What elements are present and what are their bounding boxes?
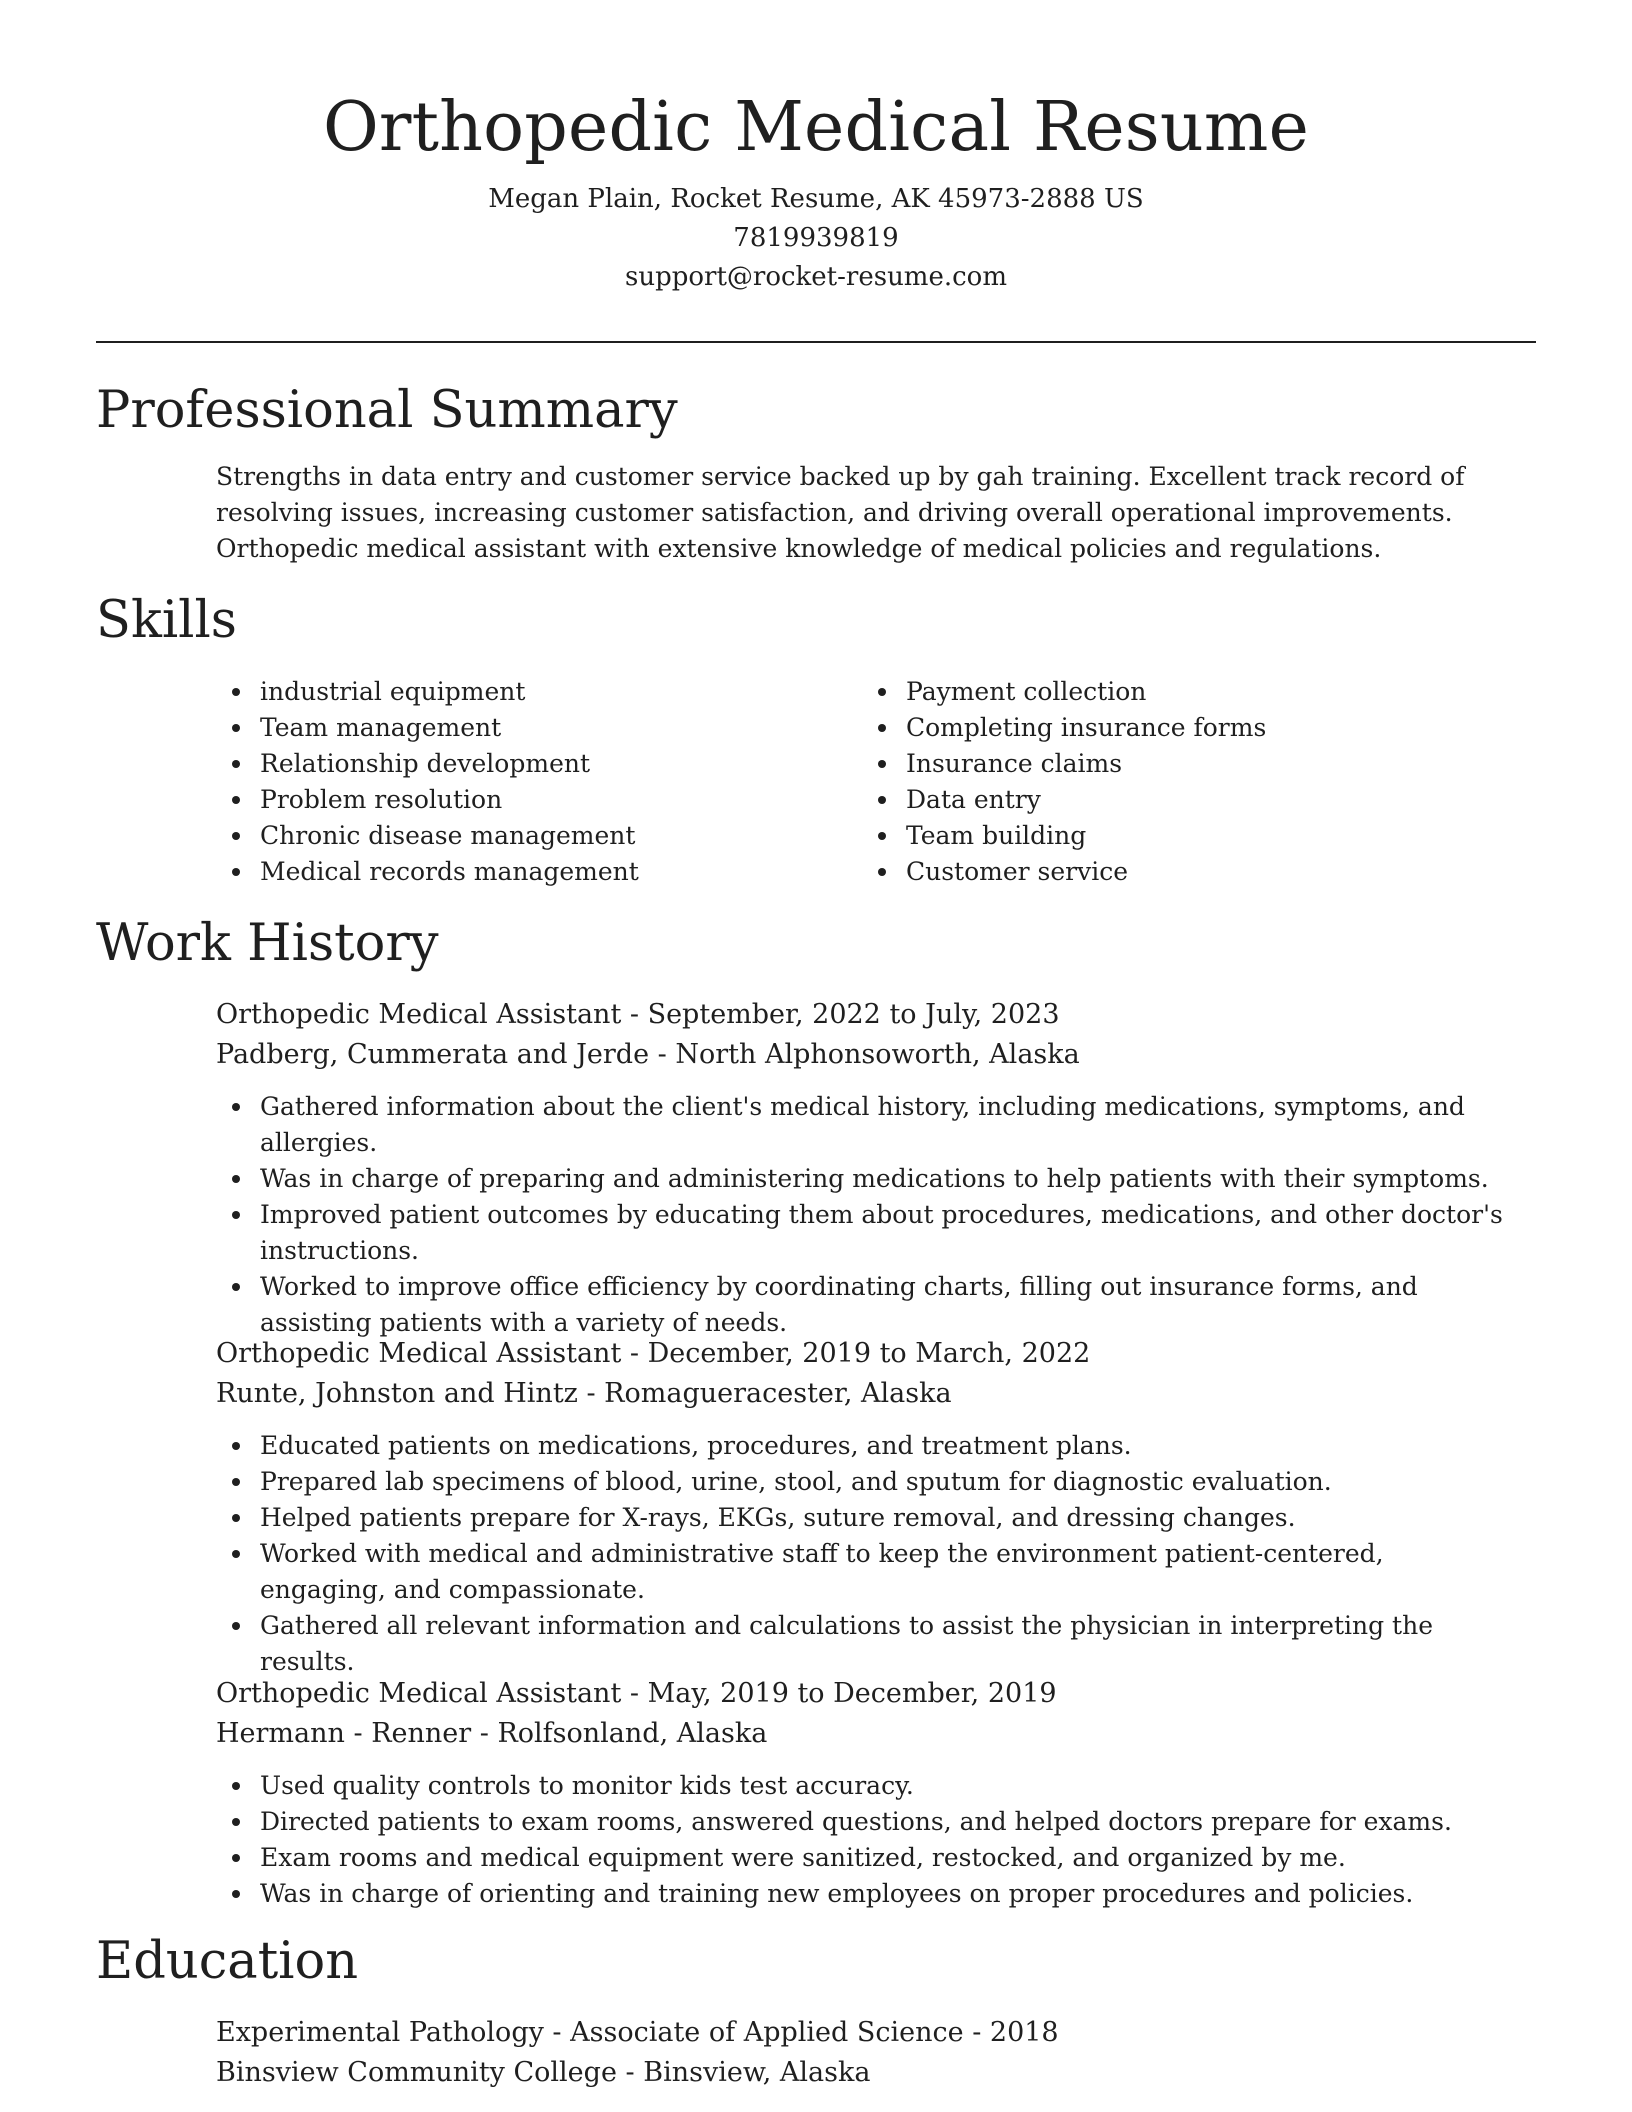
- duty-item: Prepared lab specimens of blood, urine, stool, and sputum for diagnostic evaluation.: [216, 1464, 1516, 1500]
- skill-item: Insurance claims: [862, 746, 1502, 782]
- skill-item: Completing insurance forms: [862, 710, 1502, 746]
- duty-item: Used quality controls to monitor kids test accuracy.: [216, 1768, 1516, 1804]
- job-title: Orthopedic Medical Assistant: [216, 999, 622, 1030]
- education-school: Binsview Community College: [216, 2057, 617, 2088]
- job-duties: [216, 1089, 1516, 1341]
- job-location: - Rolfsonland, Alaska: [471, 1718, 768, 1749]
- duty-item: Gathered information about the client's medical history, including medications, symptoms, and allergies.: [216, 1089, 1516, 1161]
- resume-header: [0, 84, 1632, 297]
- job-dates: - December, 2019 to March, 2022: [621, 1338, 1091, 1369]
- education-degree: Experimental Pathology - Associate of Applied Science: [216, 2017, 964, 2048]
- job-title: Orthopedic Medical Assistant: [216, 1338, 622, 1369]
- skills-heading: Skills: [96, 591, 237, 650]
- duty-item: Worked with medical and administrative staff to keep the environment patient-centered, engaging, and compassionate.: [216, 1536, 1516, 1608]
- resume-title: Orthopedic Medical Resume: [322, 88, 1310, 167]
- duty-item: Gathered all relevant information and calculations to assist the physician in interpreting the results.: [216, 1608, 1516, 1680]
- skill-item: Medical records management: [216, 854, 816, 890]
- job-dates: - May, 2019 to December, 2019: [621, 1678, 1057, 1709]
- education-degree-line: [216, 2013, 1516, 2053]
- skill-item: Problem resolution: [216, 782, 816, 818]
- skills-list-left: [216, 674, 816, 890]
- skills-list-right: [862, 674, 1502, 890]
- duty-item: Exam rooms and medical equipment were sanitized, restocked, and organized by me.: [216, 1840, 1516, 1876]
- contact-email: support@rocket-resume.com: [624, 262, 1007, 292]
- education-location: - Binsview, Alaska: [616, 2057, 871, 2088]
- job-duties: [216, 1428, 1516, 1680]
- summary-section: [216, 459, 1516, 567]
- skill-item: Team building: [862, 818, 1502, 854]
- skill-item: Customer service: [862, 854, 1502, 890]
- duty-item: Was in charge of preparing and administering medications to help patients with their symptoms.: [216, 1161, 1516, 1197]
- job-title-line: [216, 1674, 1516, 1714]
- duty-item: Improved patient outcomes by educating them about procedures, medications, and other doctor's instructions.: [216, 1197, 1516, 1269]
- job-company: Hermann - Renner: [216, 1718, 472, 1749]
- job-title-line: [216, 1334, 1516, 1374]
- contact-address: Megan Plain, Rocket Resume, AK 45973-2888 US: [488, 184, 1144, 214]
- job-company: Runte, Johnston and Hintz: [216, 1378, 578, 1409]
- skill-item: Team management: [216, 710, 816, 746]
- job-company-line: [216, 1035, 1516, 1075]
- job-title: Orthopedic Medical Assistant: [216, 1678, 622, 1709]
- job-company: Padberg, Cummerata and Jerde: [216, 1039, 650, 1070]
- job-duties: [216, 1768, 1516, 1912]
- summary-text: Strengths in data entry and customer service backed up by gah training. Excellent track record of resolving issues, increasing customer satisfaction, and driving overall operational improvements. Orthopedic medical assistant with extensive knowledge of medical policies and regulations.: [216, 462, 1465, 563]
- header-divider: [96, 341, 1536, 343]
- job-company-line: [216, 1714, 1516, 1754]
- skill-item: industrial equipment: [216, 674, 816, 710]
- education-school-line: [216, 2053, 1516, 2093]
- skill-item: Data entry: [862, 782, 1502, 818]
- skill-item: Payment collection: [862, 674, 1502, 710]
- job-location: - North Alphonsoworth, Alaska: [649, 1039, 1080, 1070]
- job-title-line: [216, 995, 1516, 1035]
- job-company-line: [216, 1374, 1516, 1414]
- job-entry: [216, 1674, 1516, 1912]
- education-entry: [216, 2013, 1516, 2093]
- duty-item: Directed patients to exam rooms, answered questions, and helped doctors prepare for exams.: [216, 1804, 1516, 1840]
- contact-phone: 7819939819: [733, 223, 899, 253]
- education-year: - 2018: [963, 2017, 1059, 2048]
- job-dates: - September, 2022 to July, 2023: [621, 999, 1060, 1030]
- skill-item: Chronic disease management: [216, 818, 816, 854]
- job-entry: [216, 1334, 1516, 1680]
- duty-item: Worked to improve office efficiency by coordinating charts, filling out insurance forms, and assisting patients with a variety of needs.: [216, 1269, 1516, 1341]
- job-location: - Romagueracester, Alaska: [577, 1378, 952, 1409]
- work-history-heading: Work History: [96, 914, 439, 973]
- skill-item: Relationship development: [216, 746, 816, 782]
- duty-item: Educated patients on medications, procedures, and treatment plans.: [216, 1428, 1516, 1464]
- job-entry: [216, 995, 1516, 1341]
- duty-item: Helped patients prepare for X-rays, EKGs, suture removal, and dressing changes.: [216, 1500, 1516, 1536]
- education-heading: Education: [96, 1932, 359, 1991]
- duty-item: Was in charge of orienting and training new employees on proper procedures and policies.: [216, 1876, 1516, 1912]
- summary-heading: Professional Summary: [96, 381, 678, 440]
